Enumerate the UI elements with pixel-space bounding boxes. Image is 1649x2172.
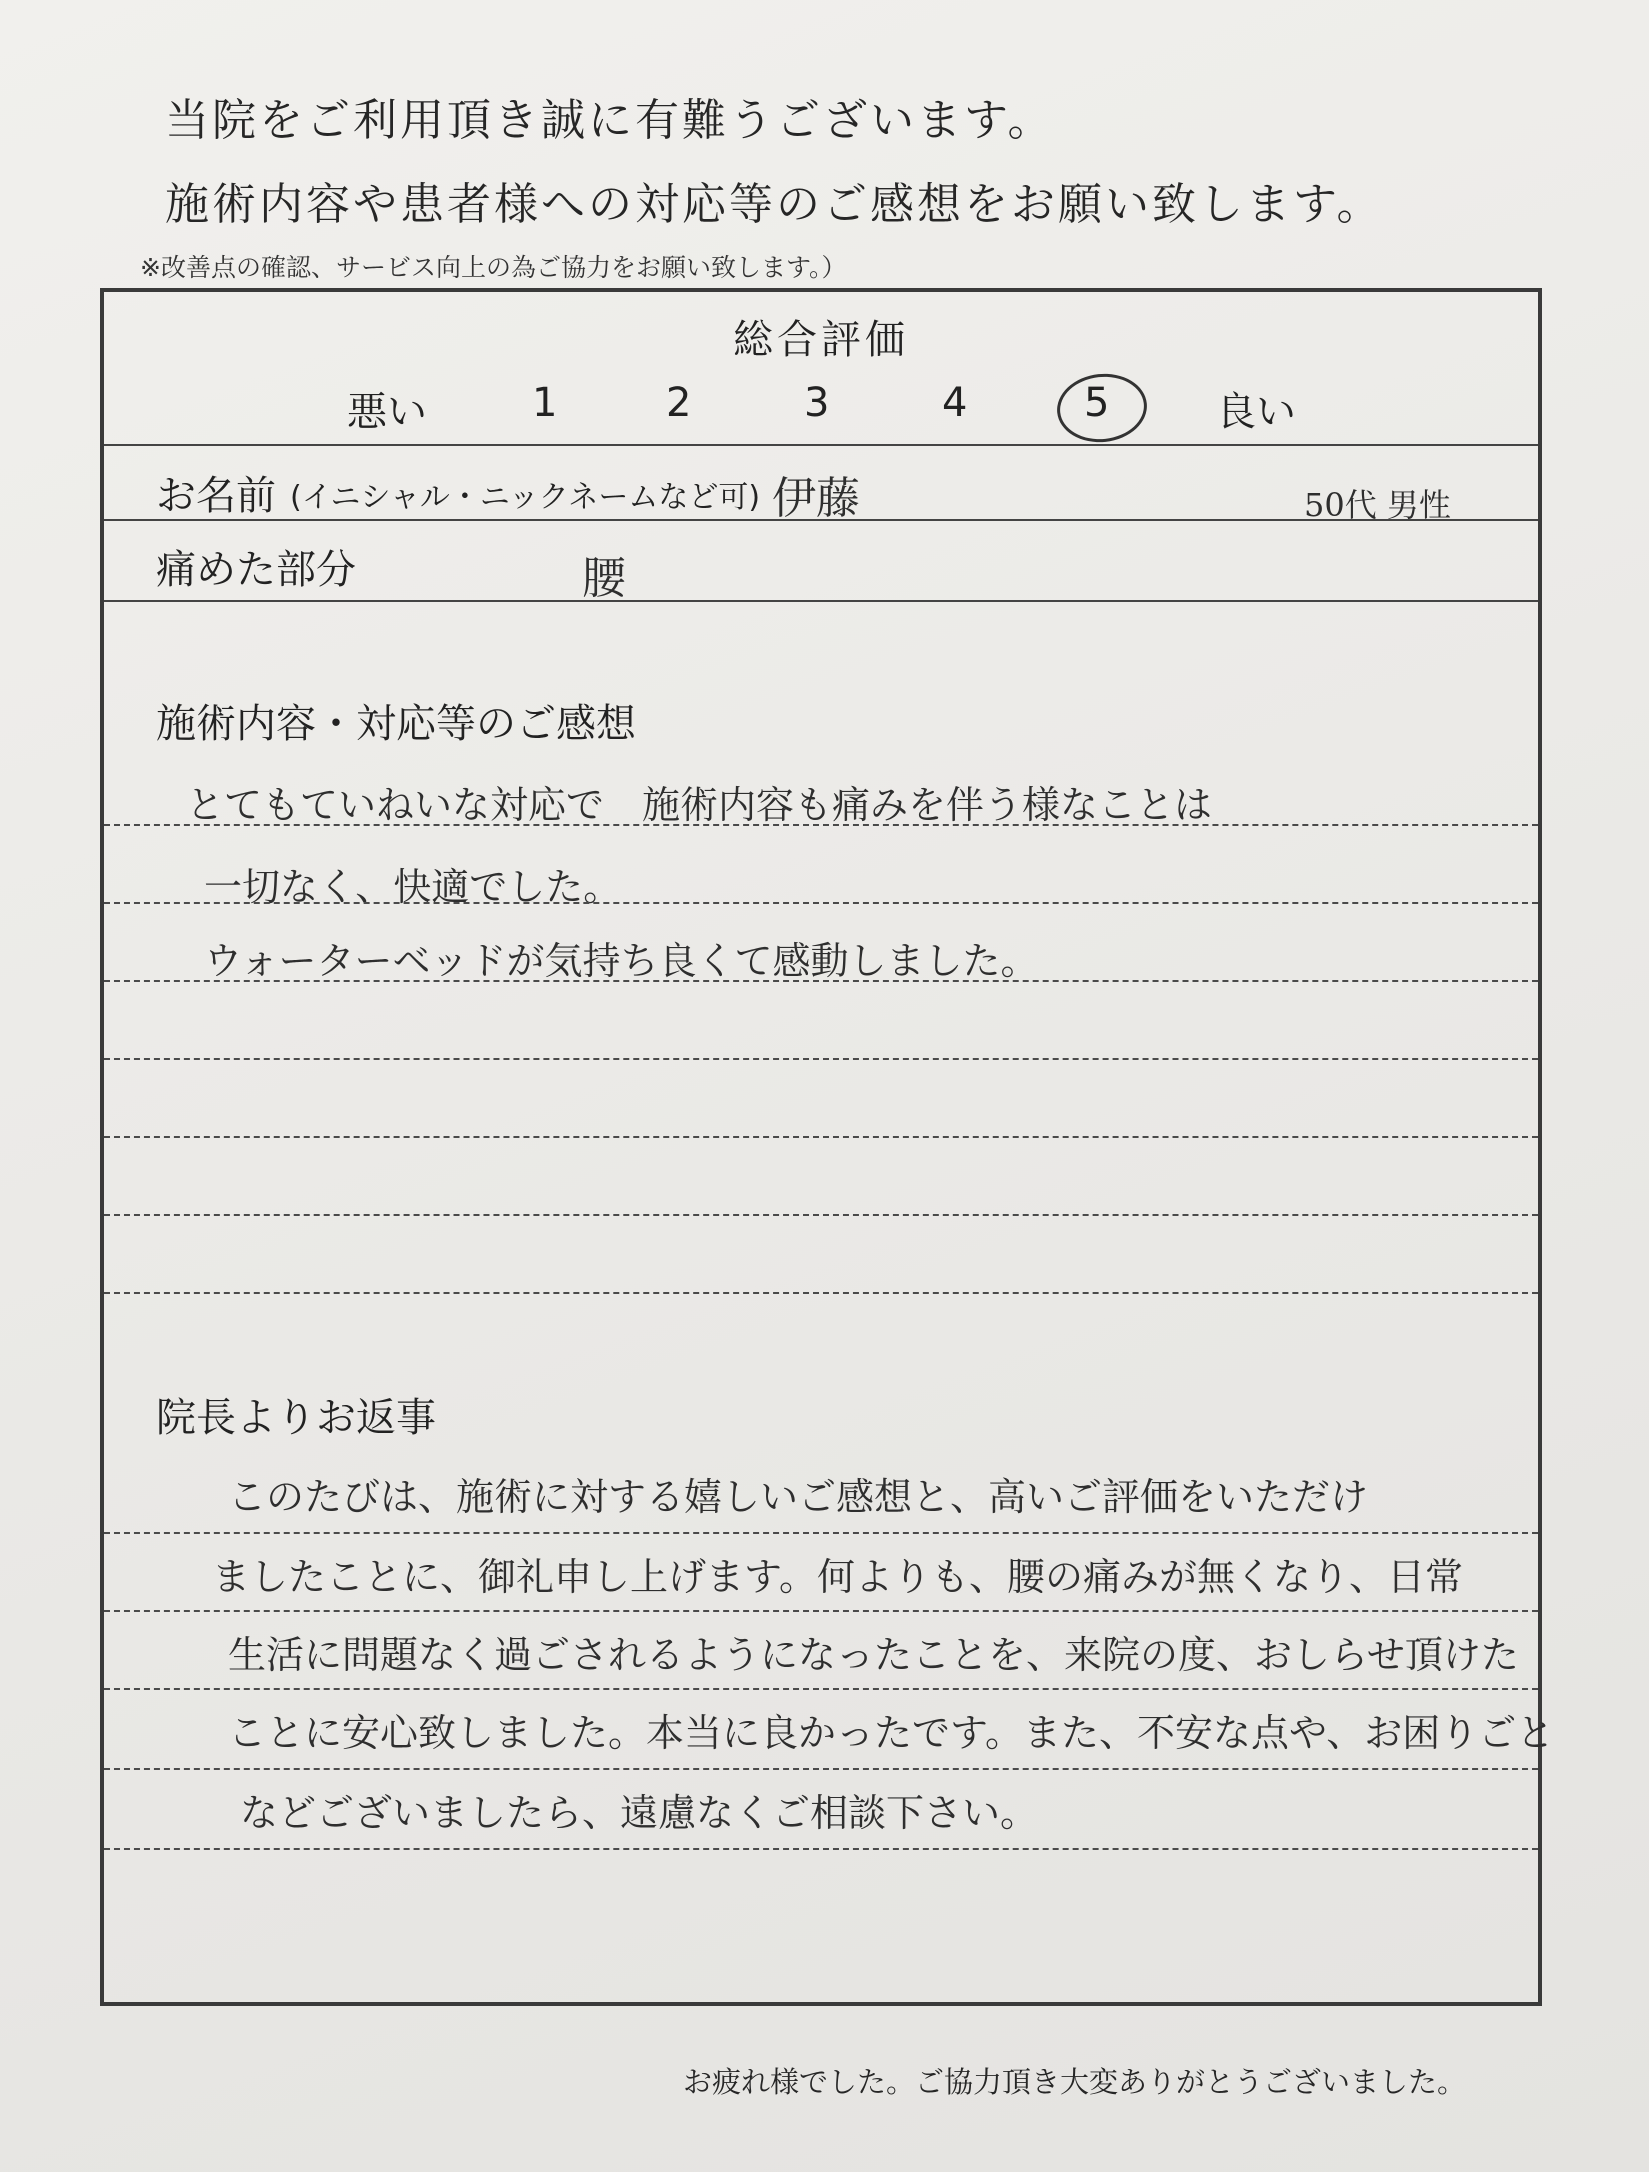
divider	[104, 444, 1538, 446]
feedback-form	[100, 288, 1555, 2006]
reply-line-4: ことに安心致しました。本当に良かったです。また、不安な点や、お困りごと	[228, 1711, 1555, 1755]
impression-line-2: 一切なく、快適でした。	[204, 865, 622, 909]
writing-line	[104, 1688, 1538, 1690]
name-label: お名前	[156, 473, 276, 519]
impression-line-1: とてもていねいな対応で 施術内容も痛みを伴う様なことは	[186, 783, 1213, 827]
rating-option-5: 5	[1084, 380, 1110, 426]
request-line: 施術内容や患者様への対応等のご感想をお願い致します。	[165, 179, 1384, 230]
greeting-line: 当院をご利用頂き誠に有難うございます。	[165, 95, 1055, 146]
writing-line	[104, 1292, 1538, 1294]
writing-line	[104, 824, 1538, 826]
rating-title: 総合評価	[733, 317, 909, 363]
impressions-label: 施術内容・対応等のご感想	[156, 701, 636, 747]
rating-option-2: 2	[666, 380, 692, 426]
name-label-note: (イニシャル・ニックネームなど可)	[290, 480, 761, 515]
pain-area-label: 痛めた部分	[156, 547, 356, 593]
writing-line	[104, 902, 1538, 904]
reply-line-3: 生活に問題なく過ごされるようになったことを、来院の度、おしらせ頂けた	[228, 1633, 1519, 1677]
reply-label: 院長よりお返事	[156, 1395, 436, 1441]
reply-line-5: などございましたら、遠慮なくご相談下さい。	[240, 1791, 1039, 1835]
rating-option-3: 3	[804, 380, 830, 426]
writing-line	[104, 1136, 1538, 1138]
reply-line-2: ましたことに、御礼申し上げます。何よりも、腰の痛みが無くなり、日常	[212, 1555, 1463, 1599]
writing-line	[104, 1058, 1538, 1060]
writing-line	[104, 1768, 1538, 1770]
writing-line	[104, 1214, 1538, 1216]
closing-message: お疲れ様でした。ご協力頂き大変ありがとうございました。	[683, 2065, 1467, 2099]
impression-line-3: ウォーターベッドが気持ち良くて感動しました。	[204, 939, 1039, 983]
divider	[104, 600, 1538, 602]
rating-option-4: 4	[942, 380, 968, 426]
divider	[104, 519, 1538, 521]
writing-line	[104, 1610, 1538, 1612]
name-value: 伊藤	[772, 473, 860, 524]
selected-rating-circle	[1054, 369, 1151, 446]
writing-line	[104, 1848, 1538, 1850]
reply-line-1: このたびは、施術に対する嬉しいご感想と、高いご評価をいただけ	[228, 1475, 1369, 1519]
improvement-note: ※改善点の確認、サービス向上の為ご協力をお願い致します。）	[140, 253, 847, 282]
writing-line	[104, 980, 1538, 982]
rating-option-1: 1	[532, 380, 558, 426]
age-gender-value: 50代 男性	[1304, 486, 1451, 524]
rating-bad-label: 悪い	[347, 389, 427, 435]
writing-line	[104, 1532, 1538, 1534]
rating-good-label: 良い	[1216, 389, 1296, 435]
pain-area-value: 腰	[582, 553, 626, 604]
